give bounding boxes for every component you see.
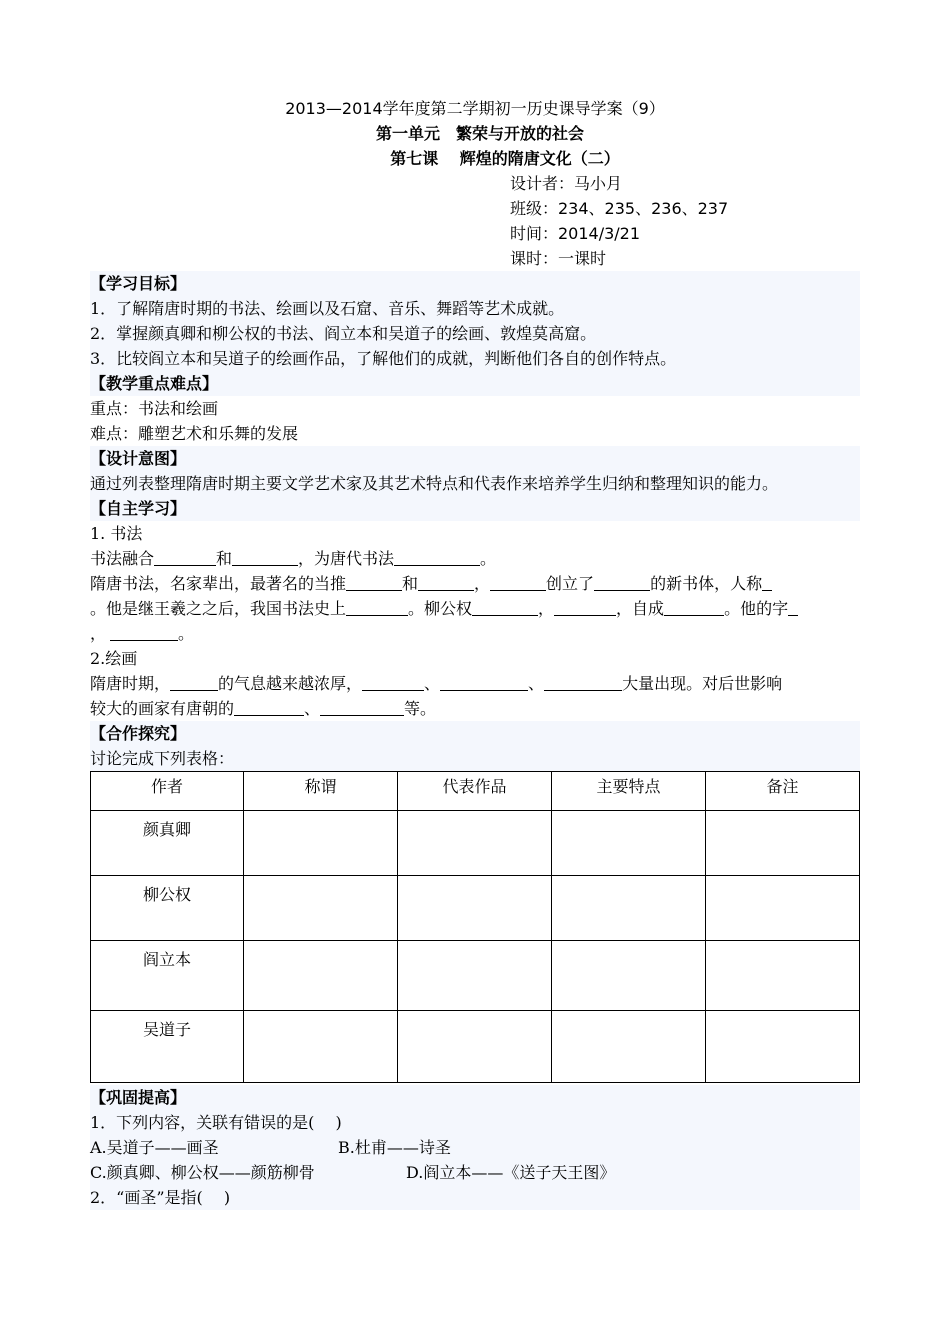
consolidation-heading: 【巩固提高】 bbox=[90, 1088, 187, 1107]
table-cell[interactable] bbox=[398, 811, 552, 876]
question-2: 2．“画圣”是指( ) bbox=[90, 1188, 231, 1207]
table-cell[interactable] bbox=[706, 941, 860, 1011]
fill-line: 隋唐书法，名家辈出，最著名的当推 和 ， 创立了 的新书体，人称 bbox=[90, 571, 860, 596]
blank[interactable] bbox=[788, 599, 798, 616]
blank[interactable] bbox=[490, 574, 546, 591]
blank[interactable] bbox=[346, 599, 408, 616]
worksheet-page bbox=[90, 96, 860, 1210]
column-header: 作者 bbox=[91, 772, 244, 811]
blank[interactable] bbox=[472, 599, 538, 616]
author-cell: 阎立本 bbox=[91, 941, 244, 1011]
column-header: 备注 bbox=[706, 772, 860, 811]
cooperation-heading: 【合作探究】 bbox=[90, 724, 187, 743]
option-b: B.杜甫——诗圣 bbox=[338, 1138, 451, 1157]
blank[interactable] bbox=[394, 549, 480, 566]
table-row bbox=[91, 811, 860, 876]
question-1-options-ab bbox=[90, 1135, 860, 1160]
table-cell[interactable] bbox=[244, 876, 398, 941]
table-cell[interactable] bbox=[552, 1011, 706, 1083]
table-cell[interactable] bbox=[398, 1011, 552, 1083]
table-cell[interactable] bbox=[244, 811, 398, 876]
blank[interactable] bbox=[544, 674, 622, 691]
blank[interactable] bbox=[440, 674, 528, 691]
blank[interactable] bbox=[320, 699, 404, 716]
table-cell[interactable] bbox=[552, 941, 706, 1011]
self-study-heading: 【自主学习】 bbox=[90, 499, 187, 518]
table-cell[interactable] bbox=[552, 876, 706, 941]
objective-item: 3．比较阎立本和吴道子的绘画作品，了解他们的成就，判断他们各自的创作特点。 bbox=[90, 349, 677, 368]
designer-line: 设计者：马小月 bbox=[510, 174, 623, 193]
question-1: 1．下列内容，关联有错误的是( ) bbox=[90, 1113, 342, 1132]
design-intent-text: 通过列表整理隋唐时期主要文学艺术家及其艺术特点和代表作来培养学生归纳和整理知识的能力。 bbox=[90, 474, 779, 493]
difficulty-line: 难点：雕塑艺术和乐舞的发展 bbox=[90, 424, 299, 443]
blank[interactable] bbox=[664, 599, 724, 616]
table-cell[interactable] bbox=[398, 941, 552, 1011]
blank[interactable] bbox=[418, 574, 474, 591]
option-a: A.吴道子——画圣 bbox=[90, 1138, 219, 1157]
objective-item: 1．了解隋唐时期的书法、绘画以及石窟、音乐、舞蹈等艺术成就。 bbox=[90, 299, 565, 318]
table-instruction: 讨论完成下列表格： bbox=[90, 749, 235, 768]
column-header: 称谓 bbox=[244, 772, 398, 811]
table-cell[interactable] bbox=[706, 876, 860, 941]
blank[interactable] bbox=[234, 699, 304, 716]
fill-line: 。他是继王羲之之后，我国书法史上 。柳公权 ， ，自成 。他的字 bbox=[90, 596, 860, 621]
calligraphy-title: 1. 书法 bbox=[90, 524, 143, 543]
date-line: 时间：2014/3/21 bbox=[510, 224, 641, 243]
blank[interactable] bbox=[594, 574, 650, 591]
option-d: D.阎立本——《送子天王图》 bbox=[406, 1163, 616, 1182]
worksheet-title: 2013—2014学年度第二学期初一历史课导学案（9） bbox=[285, 99, 665, 118]
classes-line: 班级：234、235、236、237 bbox=[510, 199, 729, 218]
cooperation-section bbox=[90, 721, 860, 771]
painting-title: 2.绘画 bbox=[90, 649, 138, 668]
author-cell: 柳公权 bbox=[91, 876, 244, 941]
table-cell[interactable] bbox=[552, 811, 706, 876]
blank[interactable] bbox=[154, 549, 216, 566]
fill-line: 书法融合 和 ，为唐代书法 。 bbox=[90, 549, 497, 568]
lesson-title: 第七课 辉煌的隋唐文化（二） bbox=[390, 149, 620, 168]
objectives-section bbox=[90, 271, 860, 396]
table-cell[interactable] bbox=[706, 811, 860, 876]
design-intent-section bbox=[90, 446, 860, 521]
period-line: 课时：一课时 bbox=[510, 249, 607, 268]
design-intent-heading: 【设计意图】 bbox=[90, 449, 187, 468]
author-cell: 颜真卿 bbox=[91, 811, 244, 876]
objectives-heading: 【学习目标】 bbox=[90, 274, 187, 293]
table-header-row bbox=[91, 772, 860, 811]
table-row bbox=[91, 1011, 860, 1083]
table-cell[interactable] bbox=[706, 1011, 860, 1083]
option-c: C.颜真卿、柳公权——颜筋柳骨 bbox=[90, 1163, 315, 1182]
fill-line: ， 。 bbox=[90, 624, 195, 643]
column-header: 主要特点 bbox=[552, 772, 706, 811]
blank[interactable] bbox=[232, 549, 298, 566]
focus-line: 重点：书法和绘画 bbox=[90, 399, 219, 418]
table-row bbox=[91, 941, 860, 1011]
consolidation-section bbox=[90, 1085, 860, 1210]
table-cell[interactable] bbox=[398, 876, 552, 941]
column-header: 代表作品 bbox=[398, 772, 552, 811]
fill-line: 隋唐时期， 的气息越来越浓厚， 、 、 大量出现。对后世影响 bbox=[90, 674, 783, 693]
key-points-heading: 【教学重点难点】 bbox=[90, 374, 219, 393]
author-cell: 吴道子 bbox=[91, 1011, 244, 1083]
table-cell[interactable] bbox=[244, 941, 398, 1011]
blank[interactable] bbox=[554, 599, 616, 616]
blank[interactable] bbox=[170, 674, 218, 691]
objective-item: 2．掌握颜真卿和柳公权的书法、阎立本和吴道子的绘画、敦煌莫高窟。 bbox=[90, 324, 597, 343]
fill-line: 较大的画家有唐朝的 、 等。 bbox=[90, 699, 437, 718]
table-cell[interactable] bbox=[244, 1011, 398, 1083]
blank[interactable] bbox=[346, 574, 402, 591]
question-1-options-cd bbox=[90, 1160, 860, 1185]
blank[interactable] bbox=[762, 574, 772, 591]
table-row bbox=[91, 876, 860, 941]
blank[interactable] bbox=[110, 624, 178, 641]
unit-title: 第一单元 繁荣与开放的社会 bbox=[375, 124, 584, 143]
blank[interactable] bbox=[362, 674, 424, 691]
author-table bbox=[90, 771, 860, 1083]
